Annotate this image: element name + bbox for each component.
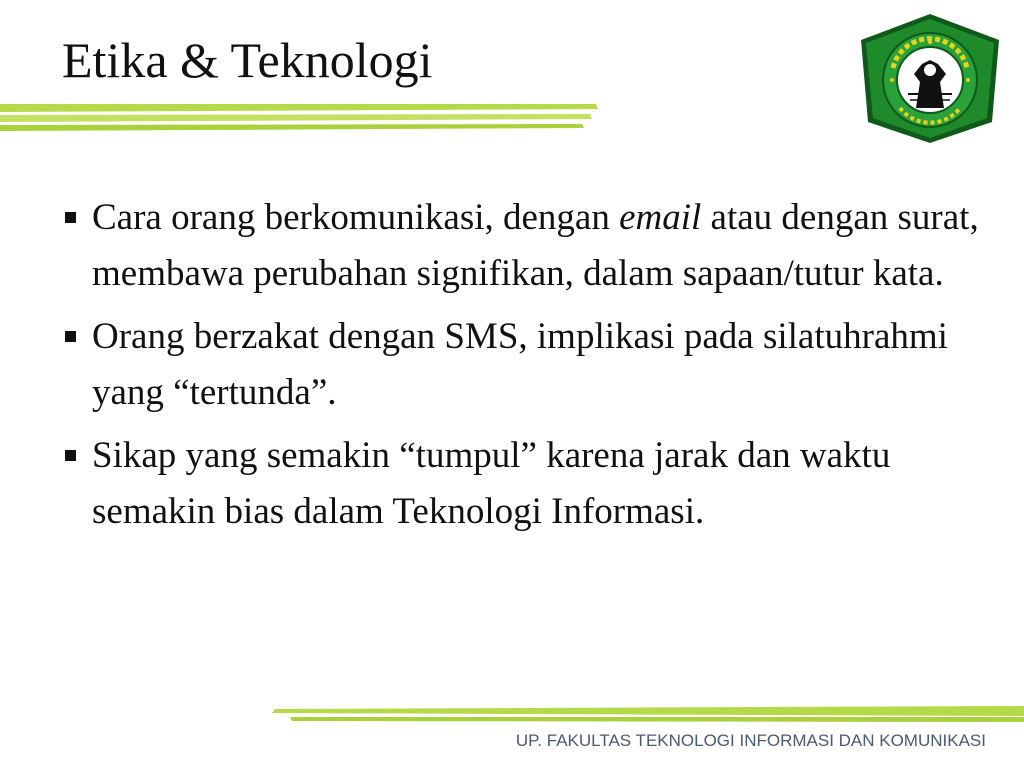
slide-title: Etika & Teknologi [62, 32, 433, 88]
university-logo-icon [856, 12, 1004, 146]
header-stripe-3 [0, 124, 584, 131]
footer-stripe-2 [290, 717, 1024, 722]
header-stripe-2 [0, 114, 592, 122]
bullet-text: Orang berzakat dengan SMS, implikasi pada silatuhrahmi yang “tertunda”. [92, 316, 948, 413]
bullet-text [92, 197, 979, 294]
square-bullet-icon [65, 212, 76, 223]
bullet-list [62, 190, 982, 547]
square-bullet-icon [65, 331, 76, 342]
bullet-text: Sikap yang semakin “tumpul” karena jarak dan waktu semakin bias dalam Teknologi Informasi. [92, 435, 891, 532]
square-bullet-icon [65, 450, 76, 461]
bullet-text-part: atau dengan surat, membawa perubahan signifikan, dalam sapaan/tutur kata. [92, 197, 979, 294]
footer-stripe-1 [272, 706, 1024, 716]
bullet-item [62, 428, 982, 540]
bullet-item [62, 190, 982, 302]
bullet-text-part: Cara orang berkomunikasi, dengan [92, 197, 620, 238]
footer-text: UP. FAKULTAS TEKNOLOGI INFORMASI DAN KOMUNIKASI [515, 731, 986, 750]
bullet-text-emphasis: email [619, 197, 702, 238]
header-stripe-1 [0, 104, 598, 112]
bullet-item [62, 309, 982, 421]
